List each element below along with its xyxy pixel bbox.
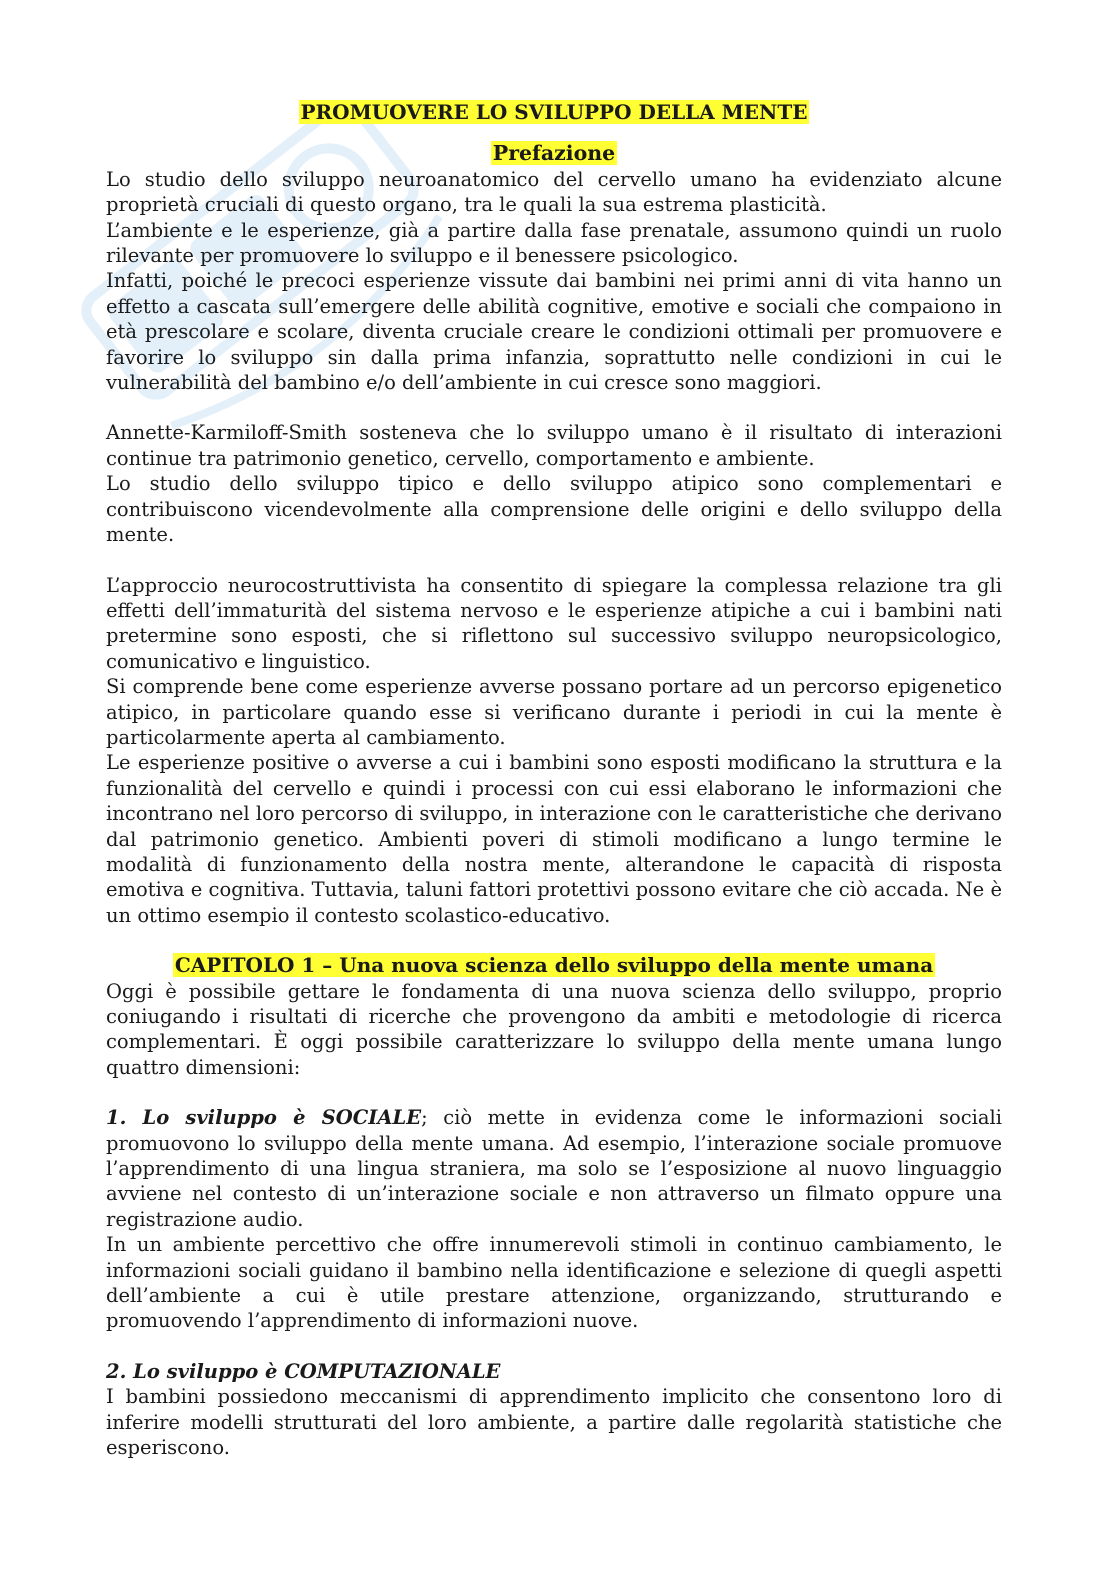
paragraph-gap <box>106 1080 1002 1105</box>
section2-heading: 2. Lo sviluppo è COMPUTAZIONALE <box>106 1359 501 1383</box>
chapter-heading <box>106 953 1002 978</box>
paragraph-gap <box>106 928 1002 953</box>
preface-paragraph-6: L’approccio neurocostruttivista ha consentito di spiegare la complessa relazione tra gli effetti dell’immaturità del sistema nervoso e le esperienze atipiche a cui i bambini nati pretermine sono esposti, che si riflettono sul successivo sviluppo neuropsicologico, comunicativo e linguistico. <box>106 573 1002 673</box>
document-title <box>106 100 1002 125</box>
preface-paragraph-2: L’ambiente e le esperienze, già a partire dalla fase prenatale, assumono quindi un ruolo rilevante per promuovere lo sviluppo e il benessere psicologico. <box>106 218 1002 268</box>
section1-paragraph-2: In un ambiente percettivo che offre innumerevoli stimoli in continuo cambiamento, le informazioni sociali guidano il bambino nella identificazione e selezione di quegli aspetti dell’ambiente a cui è utile prestare attenzione, organizzando, strutturando e promuovendo l’apprendimento di informazioni nuove. <box>106 1233 1002 1333</box>
section1-heading: 1. Lo sviluppo è SOCIALE <box>106 1106 422 1130</box>
section2-heading-line <box>106 1359 1002 1384</box>
preface-paragraph-3: Infatti, poiché le precoci esperienze vissute dai bambini nei primi anni di vita hanno un effetto a cascata sull’emergere delle abilità cognitive, emotive e sociali che compaiono in età prescolare e scolare, diventa cruciale creare le condizioni ottimali per promuovere e favorire lo sviluppo sin dalla prima infanzia, soprattutto nelle condizioni in cui le vulnerabilità del bambino e/o dell’ambiente in cui cresce sono maggiori. <box>106 269 1002 395</box>
preface-paragraph-4: Annette-Karmiloff-Smith sosteneva che lo sviluppo umano è il risultato di interazioni continue tra patrimonio genetico, cervello, comportamento e ambiente. <box>106 421 1002 470</box>
preface-paragraph-7: Si comprende bene come esperienze avverse possano portare ad un percorso epigenetico atipico, in particolare quando esse si verificano durante i periodi in cui la mente è particolarmente aperta al cambiamento. <box>106 675 1002 749</box>
chapter-heading-text: CAPITOLO 1 – Una nuova scienza dello sviluppo della mente umana <box>174 953 934 978</box>
section1-paragraph-1 <box>106 1105 1002 1232</box>
paragraph-gap <box>106 395 1002 420</box>
section2-paragraph: I bambini possiedono meccanismi di apprendimento implicito che consentono loro di inferire modelli strutturati del loro ambiente, a partire dalle regolarità statistiche che esperiscono. <box>106 1385 1002 1460</box>
document-body <box>106 100 1002 1461</box>
preface-paragraph-5: Lo studio dello sviluppo tipico e dello sviluppo atipico sono complementari e contribuiscono vicendevolmente alla comprensione delle origini e dello sviluppo della mente. <box>106 472 1002 547</box>
preface-heading <box>106 141 1002 166</box>
chapter-intro: Oggi è possibile gettare le fondamenta di una nuova scienza dello sviluppo, proprio coniugando i risultati di ricerche che provengono da ambiti e metodologie di ricerca complementari. È oggi possibile caratterizzare lo sviluppo della mente umana lungo quattro dimensioni: <box>106 979 1002 1079</box>
document-title-text: PROMUOVERE LO SVILUPPO DELLA MENTE <box>300 100 808 124</box>
preface-heading-text: Prefazione <box>492 141 616 166</box>
paragraph-gap <box>106 1334 1002 1359</box>
preface-paragraph-1: Lo studio dello sviluppo neuroanatomico del cervello umano ha evidenziato alcune proprietà cruciali di questo organo, tra le quali la sua estrema plasticità. <box>106 167 1002 217</box>
paragraph-gap <box>106 548 1002 573</box>
section1-heading-tail: ; ciò mette in evidenza come le informazioni sociali promuovono lo sviluppo della mente umana. Ad esempio, l’interazione sociale promuove l’apprendimento di una lingua straniera, ma solo se l’esposizione al nuovo linguaggio avviene nel contesto di un’interazione sociale e non attraverso un filmato oppure una registrazione audio. <box>106 1106 1002 1231</box>
preface-paragraph-8: Le esperienze positive o avverse a cui i bambini sono esposti modificano la struttura e la funzionalità del cervello e quindi i processi con cui essi elaborano le informazioni che incontrano nel loro percorso di sviluppo, in interazione con le caratteristiche che derivano dal patrimonio genetico. Ambienti poveri di stimoli modificano a lungo termine le modalità di funzionamento della nostra mente, alterandone le capacità di risposta emotiva e cognitiva. Tuttavia, taluni fattori protettivi possono evitare che ciò accada. Ne è un ottimo esempio il contesto scolastico-educativo. <box>106 751 1002 927</box>
